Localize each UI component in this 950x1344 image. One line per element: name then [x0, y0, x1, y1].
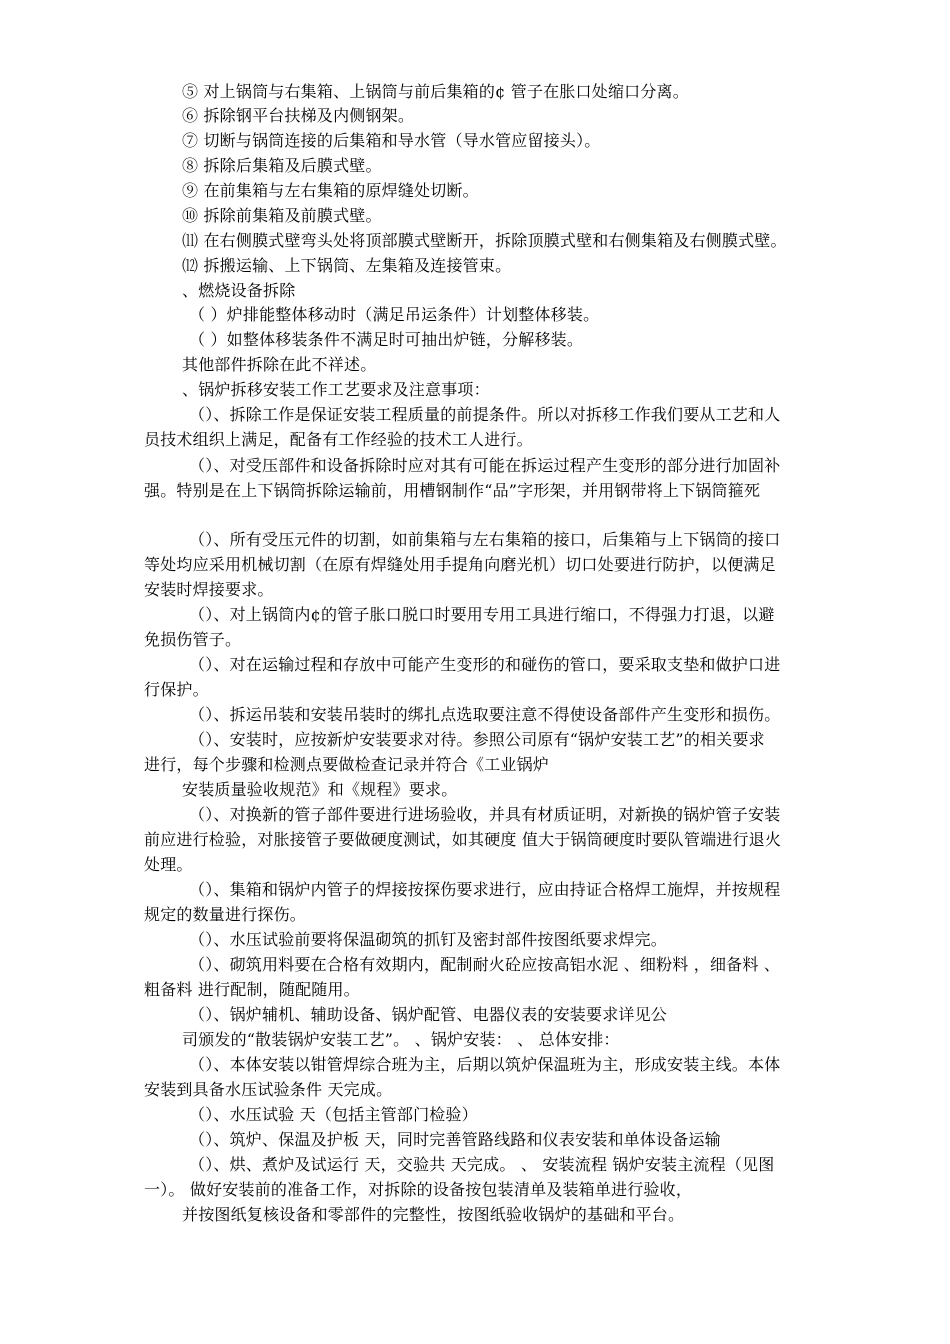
paragraph-line: 其他部件拆除在此不祥述。: [182, 355, 377, 374]
paragraph-line: 进行，每个步骤和检测点要做检查记录并符合《工业锅炉: [144, 755, 550, 774]
paragraph-line: 司颁发的“散装锅炉安装工艺”。 、锅炉安装： 、 总体安排：: [182, 1030, 620, 1049]
paragraph-line: （）、安装时，应按新炉安装要求对待。参照公司原有“锅炉安装工艺”的相关要求: [189, 730, 765, 749]
paragraph-line: （）、砌筑用料要在合格有效期内，配制耐火砼应按高铝水泥 、细粉料 ，细备料 、: [189, 955, 781, 974]
paragraph-line: （）、对换新的管子部件要进行进场验收，并具有材质证明，对新换的锅炉管子安装: [189, 805, 781, 824]
paragraph-line: （）、对在运输过程和存放中可能产生变形的和碰伤的管口，要采取支垫和做护口进: [189, 655, 781, 674]
paragraph-line: （）、筑炉、保温及护板 天，同时完善管路线路和仪表安装和单体设备运输: [189, 1130, 721, 1149]
paragraph-line: （）、水压试验前要将保温砌筑的抓钉及密封部件按图纸要求焊完。: [189, 930, 668, 949]
paragraph-line: 处理。: [144, 855, 193, 874]
paragraph-line: 行保护。: [144, 680, 209, 699]
paragraph-line: 安装到具备水压试验条件 天完成。: [144, 1080, 393, 1099]
paragraph-line: （）、水压试验 天（包括主管部门检验）: [189, 1105, 478, 1124]
section-heading-requirements: 、锅炉拆移安装工作工艺要求及注意事项：: [182, 380, 490, 399]
paragraph-line: （）、对受压部件和设备拆除时应对其有可能在拆运过程产生变形的部分进行加固补: [189, 456, 781, 475]
combustion-item-2: （ ）如整体移装条件不满足时可抽出炉链，分解移装。: [189, 330, 584, 349]
paragraph-line: 等处均应采用机械切割（在原有焊缝处用手提角向磨光机）切口处要进行防护，以便满足: [144, 555, 776, 574]
paragraph-line: 一）。 做好安装前的准备工作，对拆除的设备按包装清单及装箱单进行验收，: [144, 1180, 693, 1199]
paragraph-line: （）、集箱和锅炉内管子的焊接按探伤要求进行，应由持证合格焊工施焊，并按规程: [189, 880, 781, 899]
step-12-line: ⑿ 拆搬运输、上下锅筒、左集箱及连接管束。: [182, 256, 512, 275]
step-8-line: ⑧ 拆除后集箱及后膜式壁。: [182, 156, 382, 175]
step-5-line: ⑤ 对上锅筒与右集箱、上锅筒与前后集箱的¢ 管子在胀口处缩口分离。: [182, 82, 689, 101]
step-6-line: ⑥ 拆除钢平台扶梯及内侧钢架。: [182, 106, 415, 125]
paragraph-line: 免损伤管子。: [144, 630, 242, 649]
paragraph-line: 粗备料 进行配制，随配随用。: [144, 980, 360, 999]
paragraph-line: 强。特别是在上下锅筒拆除运输前，用槽钢制作“品”字形架，并用钢带将上下锅筒箍死: [144, 481, 761, 500]
paragraph-line: （）、对上锅筒内¢的管子胀口脱口时要用专用工具进行缩口，不得强力打退，以避: [189, 605, 775, 624]
paragraph-line: 员技术组织上满足，配备有工作经验的技术工人进行。: [144, 430, 533, 449]
paragraph-line: （）、拆运吊装和安装吊装时的绑扎点选取要注意不得使设备部件产生变形和损伤。: [189, 705, 781, 724]
paragraph-line: 安装质量验收规范》和《规程》要求。: [182, 780, 458, 799]
paragraph-line: （）、本体安装以钳管焊综合班为主，后期以筑炉保温班为主，形成安装主线。本体: [189, 1055, 781, 1074]
step-10-line: ⑩ 拆除前集箱及前膜式壁。: [182, 206, 382, 225]
paragraph-line: （）、锅炉辅机、辅助设备、锅炉配管、电器仪表的安装要求详见公: [189, 1005, 668, 1024]
paragraph-line: 规定的数量进行探伤。: [144, 905, 307, 924]
combustion-item-1: （ ）炉排能整体移动时（满足吊运条件）计划整体移装。: [189, 305, 600, 324]
paragraph-line: （）、烘、煮炉及试运行 天，交验共 天完成。 、 安装流程 锅炉安装主流程（见图: [189, 1155, 775, 1174]
paragraph-line: 并按图纸复核设备和零部件的完整性，按图纸验收锅炉的基础和平台。: [182, 1205, 685, 1224]
paragraph-line: （）、所有受压元件的切割，如前集箱与左右集箱的接口，后集箱与上下锅筒的接口: [189, 530, 781, 549]
section-heading-combustion: 、燃烧设备拆除: [182, 281, 296, 300]
step-7-line: ⑦ 切断与锅筒连接的后集箱和导水管（导水管应留接头）。: [182, 131, 601, 150]
paragraph-line: （）、拆除工作是保证安装工程质量的前提条件。所以对拆移工作我们要从工艺和人: [189, 405, 781, 424]
step-9-line: ⑨ 在前集箱与左右集箱的原焊缝处切断。: [182, 181, 479, 200]
paragraph-line: 前应进行检验，对胀接管子要做硬度测试，如其硬度 值大于锅筒硬度时要队管端进行退火: [144, 830, 782, 849]
paragraph-line: 安装时焊接要求。: [144, 580, 274, 599]
step-11-line: ⑾ 在右侧膜式壁弯头处将顶部膜式壁断开，拆除顶膜式壁和右侧集箱及右侧膜式壁。: [182, 231, 787, 250]
